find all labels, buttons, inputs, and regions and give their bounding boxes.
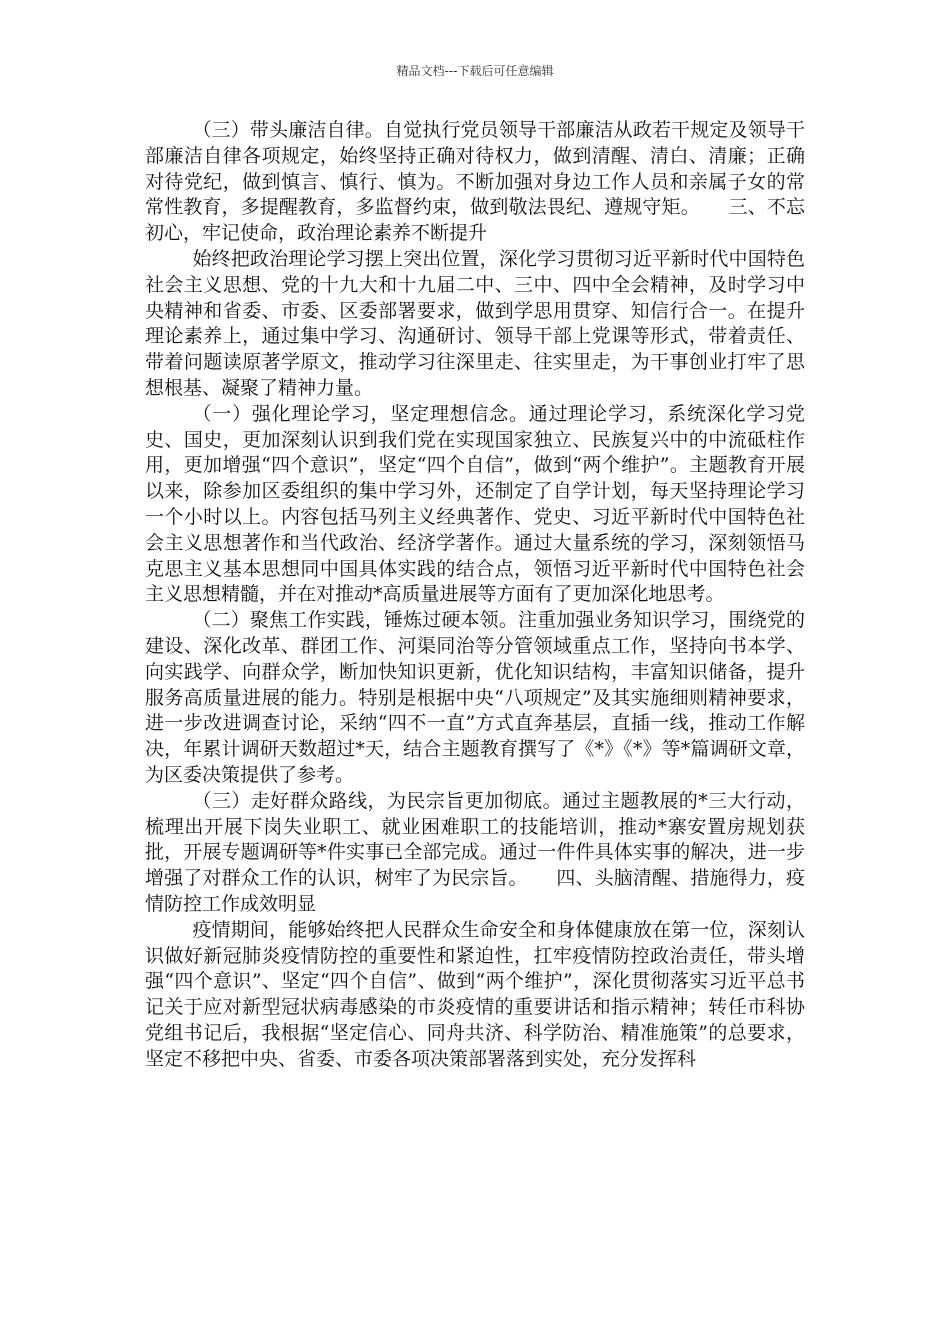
paragraph: 始终把政治理论学习摆上突出位置，深化学习贯彻习近平新时代中国特色社会主义思想、党的十九大和十九届二中、三中、四中全会精神，及时学习中央精神和省委、市委、区委部署要求，做到学思用贯穿、知信行合一。在提升理论素养上，通过集中学习、沟通研讨、领导干部上党课等形式，带着责任、带着问题读原著学原文，推动学习往深里走、往实里走，为干事创业打牢了思想根基、凝聚了精神力量。 <box>145 247 805 399</box>
paragraph: 疫情期间，能够始终把人民群众生命安全和身体健康放在第一位，深刻认识做好新冠肺炎疫情防控的重要性和紧迫性，扛牢疫情防控政治责任，带头增强“四个意识”、坚定“四个自信”、做到“两个维护”，深化贯彻落实习近平总书记关于应对新型冠状病毒感染的市炎疫情的重要讲话和指示精神；转任市科协党组书记后，我根据“坚定信心、同舟共济、科学防治、精准施策”的总要求，坚定不移把中央、省委、市委各项决策部署落到实处，充分发挥科 <box>145 918 805 1070</box>
paragraph: （三）带头廉洁自律。自觉执行党员领导干部廉洁从政若干规定及领导干部廉洁自律各项规定，始终坚持正确对待权力，做到清醒、清白、清廉；正确对待党纪，做到慎言、慎行、慎为。不断加强对身边工作人员和亲属子女的常常性教育，多提醒教育，多监督约束，做到敬法畏纪、遵规守矩。 三、不忘初心，牢记使命，政治理论素养不断提升 <box>145 119 805 245</box>
paragraph: （一）强化理论学习，坚定理想信念。通过理论学习，系统深化学习党史、国史，更加深刻认识到我们党在实现国家独立、民族复兴中的中流砥柱作用，更加增强“四个意识”，坚定“四个自信”，做到“两个维护”。主题教育开展以来，除参加区委组织的集中学习外，还制定了自学计划，每天坚持理论学习一个小时以上。内容包括马列主义经典著作、党史、习近平新时代中国特色社会主义思想著作和当代政治、经济学著作。通过大量系统的学习，深刻领悟马克思主义基本思想同中国具体实践的结合点，领悟习近平新时代中国特色社会主义思想精髓，并在对推动*高质量进展等方面有了更加深化地思考。 <box>145 402 805 606</box>
page-header: 精品文档---下载后可任意编辑 <box>396 64 554 78</box>
paragraph: （二）聚焦工作实践，锤炼过硬本领。注重加强业务知识学习，围绕党的建设、深化改革、群团工作、河渠同治等分管领域重点工作，坚持向书本学、向实践学、向群众学，断加快知识更新，优化知识结构，丰富知识储备，提升服务高质量进展的能力。特别是根据中央“八项规定”及其实施细则精神要求，进一步改进调查讨论，采纳“四不一直”方式直奔基层，直插一线，推动工作解决，年累计调研天数超过*天，结合主题教育撰写了《*》《*》等*篇调研文章，为区委决策提供了参考。 <box>145 609 805 786</box>
paragraph: （三）走好群众路线，为民宗旨更加彻底。通过主题教展的*三大行动，梳理出开展下岗失业职工、就业困难职工的技能培训，推动*寨安置房规划获批，开展专题调研等*件实事已全部完成。通过一件件具体实事的解决，进一步增强了对群众工作的认识，树牢了为民宗旨。 四、头脑清醒、措施得力，疫情防控工作成效明显 <box>145 789 805 915</box>
document-body <box>145 118 805 1072</box>
